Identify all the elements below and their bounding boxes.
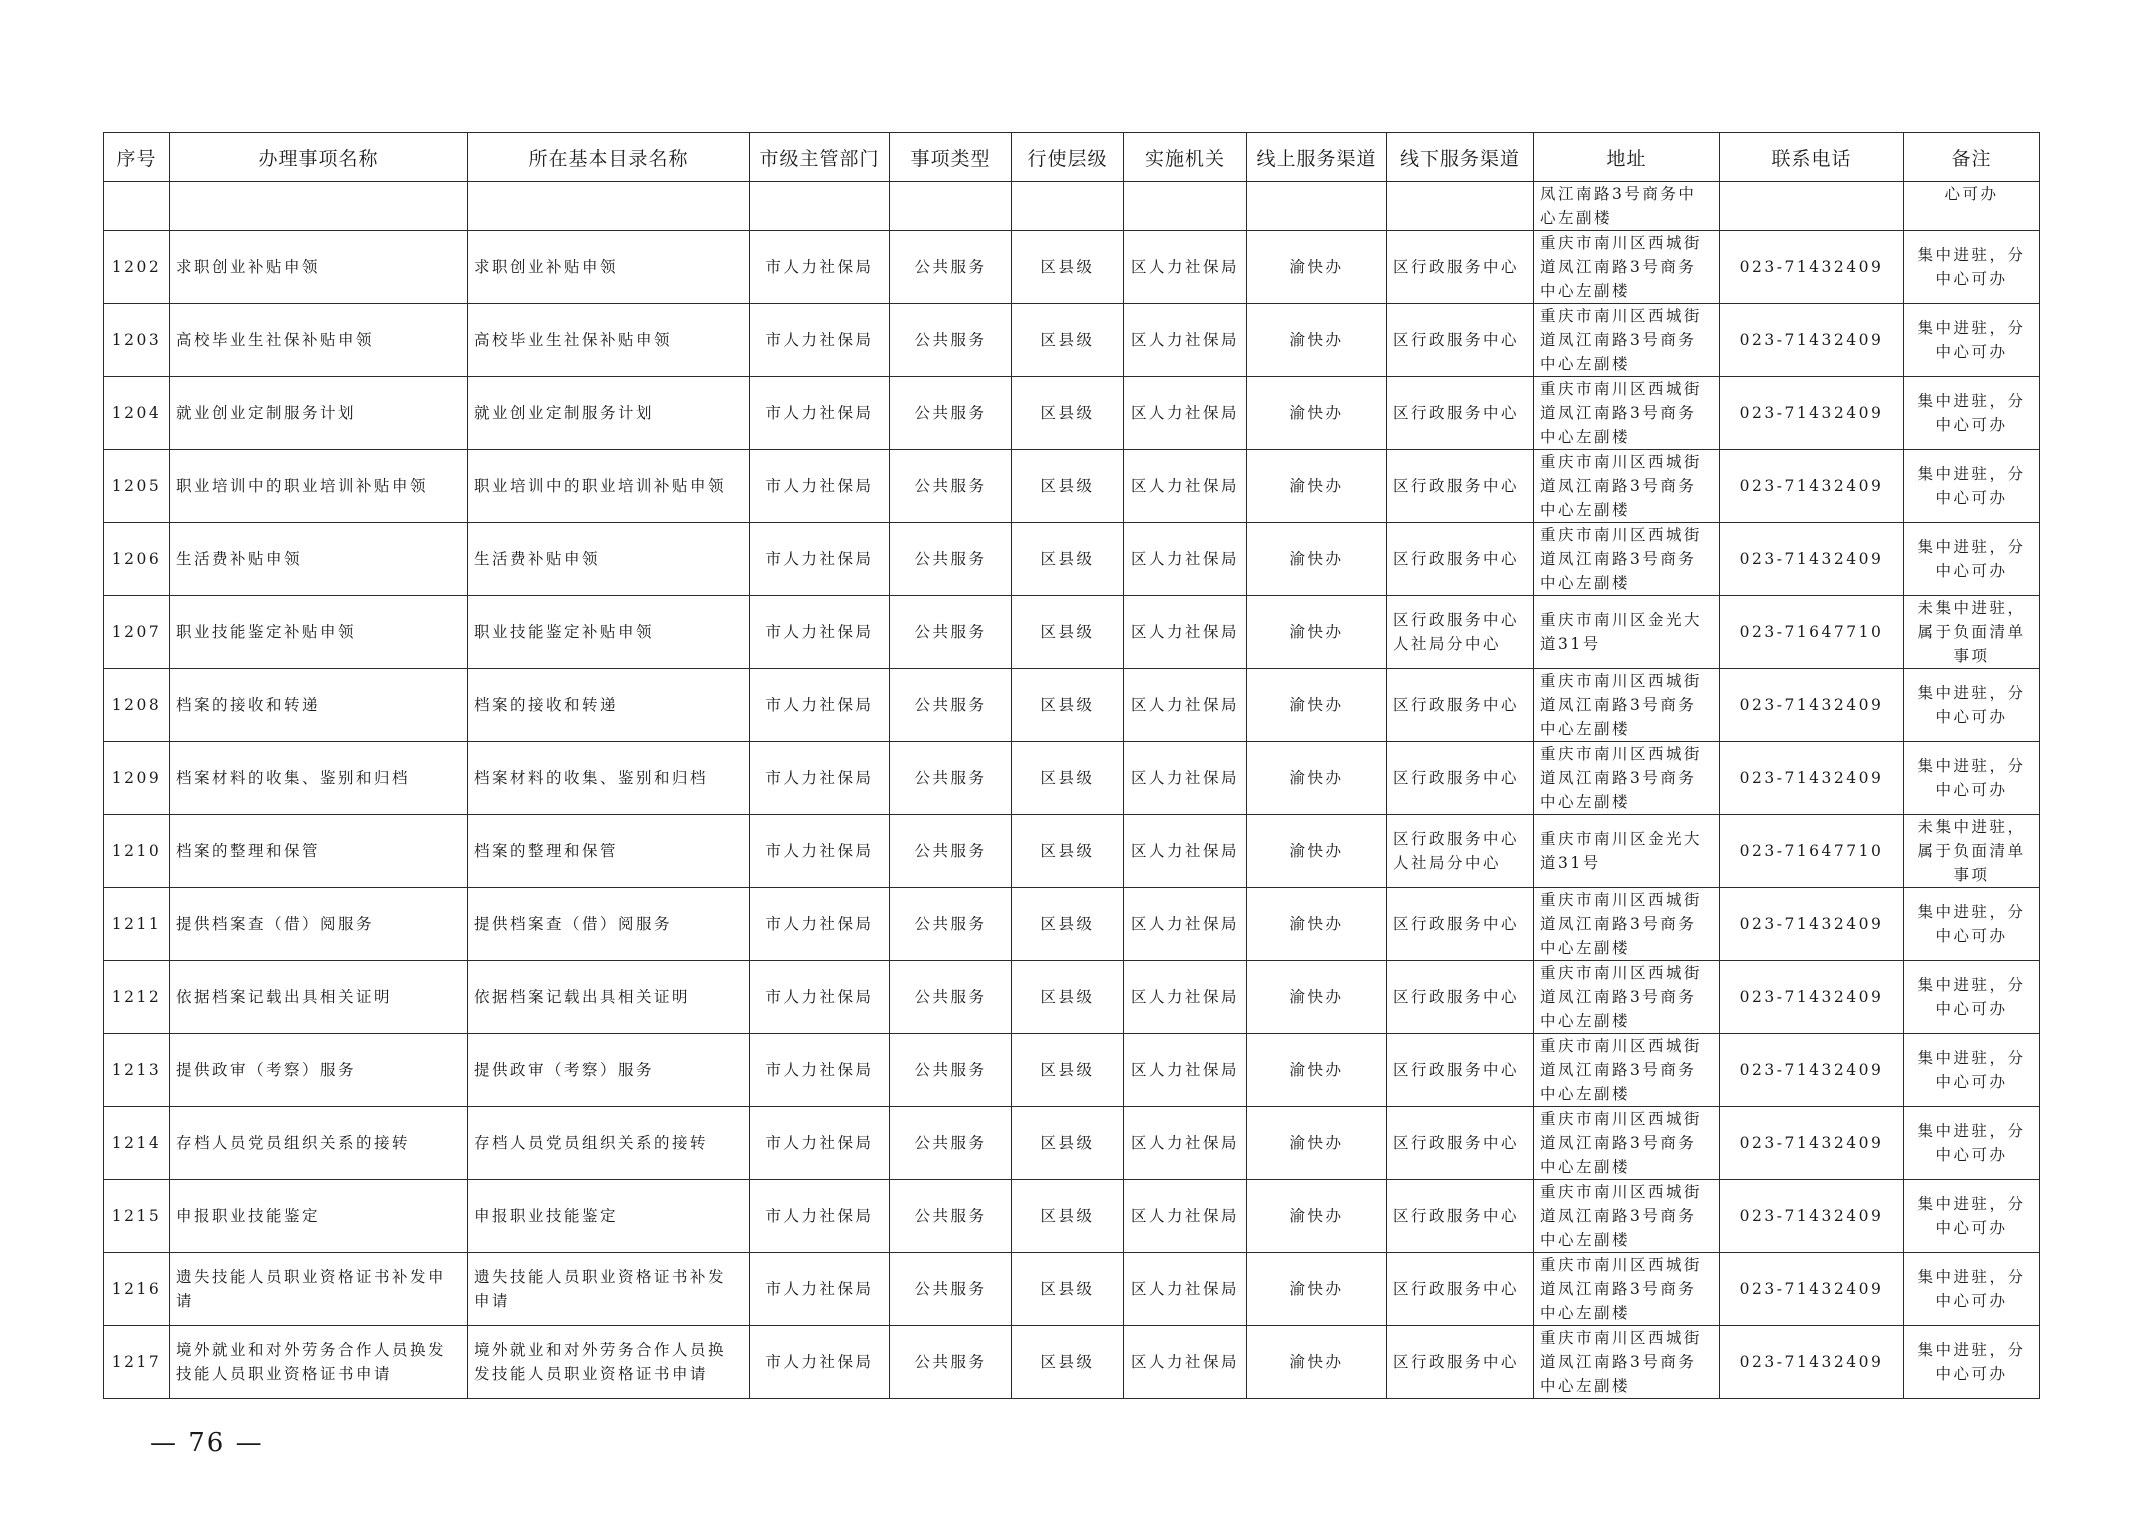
cell-catalog-name: 依据档案记载出具相关证明 (468, 961, 750, 1034)
cell-level: 区县级 (1012, 1107, 1124, 1180)
cell-agency: 区人力社保局 (1124, 961, 1247, 1034)
cell-phone (1720, 182, 1904, 231)
cell-department: 市人力社保局 (750, 815, 890, 888)
cell-department: 市人力社保局 (750, 377, 890, 450)
cell-offline-channel: 区行政服务中心 (1387, 304, 1534, 377)
cell-serial: 1203 (104, 304, 170, 377)
cell-phone: 023-71432409 (1720, 742, 1904, 815)
cell-item-type: 公共服务 (890, 450, 1012, 523)
cell-online-channel: 渝快办 (1247, 523, 1387, 596)
cell-catalog-name: 提供政审（考察）服务 (468, 1034, 750, 1107)
cell-agency: 区人力社保局 (1124, 815, 1247, 888)
service-items-table (103, 132, 2040, 1399)
cell-item-type: 公共服务 (890, 231, 1012, 304)
cell-note: 集中进驻，分中心可办 (1904, 450, 2040, 523)
cell-item-name: 求职创业补贴申领 (170, 231, 468, 304)
cell-serial: 1213 (104, 1034, 170, 1107)
cell-item-type: 公共服务 (890, 1034, 1012, 1107)
header-agency: 实施机关 (1124, 133, 1247, 182)
cell-department: 市人力社保局 (750, 523, 890, 596)
cell-offline-channel: 区行政服务中心 (1387, 669, 1534, 742)
cell-item-type: 公共服务 (890, 669, 1012, 742)
header-level: 行使层级 (1012, 133, 1124, 182)
cell-agency: 区人力社保局 (1124, 1326, 1247, 1399)
cell-catalog-name (468, 182, 750, 231)
cell-offline-channel: 区行政服务中心 (1387, 961, 1534, 1034)
cell-serial: 1206 (104, 523, 170, 596)
cell-item-name: 境外就业和对外劳务合作人员换发技能人员职业资格证书申请 (170, 1326, 468, 1399)
cell-catalog-name: 就业创业定制服务计划 (468, 377, 750, 450)
table-row (104, 669, 2040, 742)
cell-address: 重庆市南川区西城街道凤江南路3号商务中心左副楼 (1534, 961, 1720, 1034)
cell-serial: 1204 (104, 377, 170, 450)
cell-department: 市人力社保局 (750, 888, 890, 961)
cell-note: 未集中进驻，属于负面清单事项 (1904, 596, 2040, 669)
cell-online-channel: 渝快办 (1247, 888, 1387, 961)
cell-serial: 1215 (104, 1180, 170, 1253)
cell-catalog-name: 职业技能鉴定补贴申领 (468, 596, 750, 669)
cell-online-channel: 渝快办 (1247, 669, 1387, 742)
cell-level: 区县级 (1012, 596, 1124, 669)
cell-address: 重庆市南川区西城街道凤江南路3号商务中心左副楼 (1534, 1034, 1720, 1107)
cell-item-name: 档案的整理和保管 (170, 815, 468, 888)
cell-note: 集中进驻，分中心可办 (1904, 1107, 2040, 1180)
table-row (104, 815, 2040, 888)
cell-address: 重庆市南川区西城街道凤江南路3号商务中心左副楼 (1534, 1326, 1720, 1399)
cell-department: 市人力社保局 (750, 304, 890, 377)
cell-department: 市人力社保局 (750, 1034, 890, 1107)
cell-item-name: 档案材料的收集、鉴别和归档 (170, 742, 468, 815)
cell-phone: 023-71432409 (1720, 304, 1904, 377)
cell-offline-channel: 区行政服务中心 (1387, 1107, 1534, 1180)
header-phone: 联系电话 (1720, 133, 1904, 182)
cell-agency: 区人力社保局 (1124, 1253, 1247, 1326)
cell-online-channel: 渝快办 (1247, 1253, 1387, 1326)
cell-phone: 023-71432409 (1720, 888, 1904, 961)
cell-item-name: 提供政审（考察）服务 (170, 1034, 468, 1107)
cell-note: 集中进驻，分中心可办 (1904, 888, 2040, 961)
table-row (104, 1326, 2040, 1399)
cell-address: 重庆市南川区西城街道凤江南路3号商务中心左副楼 (1534, 523, 1720, 596)
cell-level: 区县级 (1012, 669, 1124, 742)
cell-item-type: 公共服务 (890, 304, 1012, 377)
cell-item-name: 生活费补贴申领 (170, 523, 468, 596)
cell-phone: 023-71432409 (1720, 231, 1904, 304)
cell-serial: 1208 (104, 669, 170, 742)
cell-item-type: 公共服务 (890, 888, 1012, 961)
cell-agency: 区人力社保局 (1124, 888, 1247, 961)
table-row (104, 888, 2040, 961)
cell-agency: 区人力社保局 (1124, 304, 1247, 377)
header-online-channel: 线上服务渠道 (1247, 133, 1387, 182)
cell-offline-channel: 区行政服务中心 (1387, 231, 1534, 304)
cell-phone: 023-71432409 (1720, 450, 1904, 523)
cell-phone: 023-71432409 (1720, 669, 1904, 742)
table-row (104, 1180, 2040, 1253)
cell-address: 重庆市南川区西城街道凤江南路3号商务中心左副楼 (1534, 669, 1720, 742)
table-row (104, 231, 2040, 304)
page-number: — 76 — (150, 1428, 264, 1458)
cell-department: 市人力社保局 (750, 961, 890, 1034)
cell-online-channel: 渝快办 (1247, 961, 1387, 1034)
cell-item-type: 公共服务 (890, 377, 1012, 450)
cell-online-channel: 渝快办 (1247, 596, 1387, 669)
cell-agency: 区人力社保局 (1124, 450, 1247, 523)
cell-online-channel: 渝快办 (1247, 815, 1387, 888)
cell-department: 市人力社保局 (750, 231, 890, 304)
cell-address: 重庆市南川区西城街道凤江南路3号商务中心左副楼 (1534, 888, 1720, 961)
cell-agency: 区人力社保局 (1124, 596, 1247, 669)
cell-online-channel (1247, 182, 1387, 231)
cell-catalog-name: 档案的接收和转递 (468, 669, 750, 742)
cell-note: 集中进驻，分中心可办 (1904, 1253, 2040, 1326)
cell-serial: 1209 (104, 742, 170, 815)
cell-offline-channel: 区行政服务中心 (1387, 1326, 1534, 1399)
cell-offline-channel: 区行政服务中心 (1387, 1253, 1534, 1326)
cell-address: 重庆市南川区西城街道凤江南路3号商务中心左副楼 (1534, 450, 1720, 523)
cell-item-type (890, 182, 1012, 231)
cell-serial: 1212 (104, 961, 170, 1034)
cell-agency: 区人力社保局 (1124, 1107, 1247, 1180)
table-row (104, 377, 2040, 450)
cell-address: 重庆市南川区金光大道31号 (1534, 596, 1720, 669)
cell-catalog-name: 申报职业技能鉴定 (468, 1180, 750, 1253)
table-row (104, 742, 2040, 815)
header-serial: 序号 (104, 133, 170, 182)
cell-department: 市人力社保局 (750, 1326, 890, 1399)
cell-item-name: 职业培训中的职业培训补贴申领 (170, 450, 468, 523)
table-row (104, 1253, 2040, 1326)
cell-department: 市人力社保局 (750, 669, 890, 742)
cell-department: 市人力社保局 (750, 1253, 890, 1326)
cell-agency (1124, 182, 1247, 231)
table-row (104, 1107, 2040, 1180)
cell-note: 集中进驻，分中心可办 (1904, 304, 2040, 377)
cell-agency: 区人力社保局 (1124, 231, 1247, 304)
cell-serial (104, 182, 170, 231)
cell-serial: 1217 (104, 1326, 170, 1399)
cell-department: 市人力社保局 (750, 450, 890, 523)
cell-catalog-name: 遗失技能人员职业资格证书补发申请 (468, 1253, 750, 1326)
cell-offline-channel: 区行政服务中心 (1387, 523, 1534, 596)
cell-offline-channel: 区行政服务中心 (1387, 742, 1534, 815)
cell-address: 重庆市南川区西城街道凤江南路3号商务中心左副楼 (1534, 1180, 1720, 1253)
cell-catalog-name: 境外就业和对外劳务合作人员换发技能人员职业资格证书申请 (468, 1326, 750, 1399)
cell-note: 心可办 (1904, 182, 2040, 231)
cell-item-name (170, 182, 468, 231)
cell-offline-channel: 区行政服务中心人社局分中心 (1387, 815, 1534, 888)
cell-department: 市人力社保局 (750, 1180, 890, 1253)
cell-online-channel: 渝快办 (1247, 742, 1387, 815)
cell-serial: 1216 (104, 1253, 170, 1326)
cell-offline-channel: 区行政服务中心 (1387, 1180, 1534, 1253)
cell-note: 集中进驻，分中心可办 (1904, 961, 2040, 1034)
cell-offline-channel: 区行政服务中心 (1387, 888, 1534, 961)
cell-catalog-name: 档案的整理和保管 (468, 815, 750, 888)
header-department: 市级主管部门 (750, 133, 890, 182)
cell-agency: 区人力社保局 (1124, 669, 1247, 742)
cell-address: 重庆市南川区西城街道凤江南路3号商务中心左副楼 (1534, 377, 1720, 450)
cell-catalog-name: 存档人员党员组织关系的接转 (468, 1107, 750, 1180)
cell-phone: 023-71432409 (1720, 1326, 1904, 1399)
cell-level: 区县级 (1012, 231, 1124, 304)
cell-note: 集中进驻，分中心可办 (1904, 742, 2040, 815)
cell-address: 重庆市南川区西城街道凤江南路3号商务中心左副楼 (1534, 304, 1720, 377)
cell-item-name: 依据档案记载出具相关证明 (170, 961, 468, 1034)
cell-address: 重庆市南川区西城街道凤江南路3号商务中心左副楼 (1534, 1107, 1720, 1180)
cell-address: 重庆市南川区西城街道凤江南路3号商务中心左副楼 (1534, 742, 1720, 815)
cell-agency: 区人力社保局 (1124, 1180, 1247, 1253)
cell-department: 市人力社保局 (750, 596, 890, 669)
cell-item-name: 高校毕业生社保补贴申领 (170, 304, 468, 377)
cell-note: 集中进驻，分中心可办 (1904, 1180, 2040, 1253)
header-item-type: 事项类型 (890, 133, 1012, 182)
cell-address: 重庆市南川区金光大道31号 (1534, 815, 1720, 888)
cell-online-channel: 渝快办 (1247, 1034, 1387, 1107)
header-address: 地址 (1534, 133, 1720, 182)
cell-department: 市人力社保局 (750, 1107, 890, 1180)
cell-offline-channel: 区行政服务中心人社局分中心 (1387, 596, 1534, 669)
cell-item-type: 公共服务 (890, 815, 1012, 888)
cell-note: 集中进驻，分中心可办 (1904, 1034, 2040, 1107)
cell-level: 区县级 (1012, 888, 1124, 961)
cell-item-name: 遗失技能人员职业资格证书补发申请 (170, 1253, 468, 1326)
cell-address: 凤江南路3号商务中心左副楼 (1534, 182, 1720, 231)
cell-online-channel: 渝快办 (1247, 1180, 1387, 1253)
cell-phone: 023-71432409 (1720, 377, 1904, 450)
cell-level: 区县级 (1012, 1253, 1124, 1326)
cell-catalog-name: 提供档案查（借）阅服务 (468, 888, 750, 961)
table-header-row (104, 133, 2040, 182)
cell-agency: 区人力社保局 (1124, 1034, 1247, 1107)
cell-serial: 1210 (104, 815, 170, 888)
cell-catalog-name: 职业培训中的职业培训补贴申领 (468, 450, 750, 523)
cell-item-type: 公共服务 (890, 961, 1012, 1034)
cell-serial: 1211 (104, 888, 170, 961)
cell-offline-channel: 区行政服务中心 (1387, 377, 1534, 450)
cell-note: 集中进驻，分中心可办 (1904, 1326, 2040, 1399)
cell-note: 集中进驻，分中心可办 (1904, 669, 2040, 742)
cell-department: 市人力社保局 (750, 742, 890, 815)
cell-online-channel: 渝快办 (1247, 304, 1387, 377)
cell-item-name: 存档人员党员组织关系的接转 (170, 1107, 468, 1180)
table-body (104, 182, 2040, 1399)
table-row (104, 304, 2040, 377)
cell-address: 重庆市南川区西城街道凤江南路3号商务中心左副楼 (1534, 1253, 1720, 1326)
cell-level (1012, 182, 1124, 231)
cell-catalog-name: 生活费补贴申领 (468, 523, 750, 596)
cell-department (750, 182, 890, 231)
cell-phone: 023-71432409 (1720, 961, 1904, 1034)
cell-phone: 023-71432409 (1720, 1180, 1904, 1253)
cell-catalog-name: 档案材料的收集、鉴别和归档 (468, 742, 750, 815)
cell-address: 重庆市南川区西城街道凤江南路3号商务中心左副楼 (1534, 231, 1720, 304)
cell-level: 区县级 (1012, 377, 1124, 450)
table-row (104, 961, 2040, 1034)
cell-offline-channel (1387, 182, 1534, 231)
cell-agency: 区人力社保局 (1124, 742, 1247, 815)
header-item-name: 办理事项名称 (170, 133, 468, 182)
cell-agency: 区人力社保局 (1124, 377, 1247, 450)
header-note: 备注 (1904, 133, 2040, 182)
cell-level: 区县级 (1012, 1034, 1124, 1107)
cell-offline-channel: 区行政服务中心 (1387, 1034, 1534, 1107)
cell-level: 区县级 (1012, 961, 1124, 1034)
cell-item-name: 职业技能鉴定补贴申领 (170, 596, 468, 669)
cell-item-type: 公共服务 (890, 742, 1012, 815)
cell-item-type: 公共服务 (890, 1180, 1012, 1253)
cell-phone: 023-71647710 (1720, 596, 1904, 669)
cell-level: 区县级 (1012, 450, 1124, 523)
cell-phone: 023-71432409 (1720, 1107, 1904, 1180)
cell-item-type: 公共服务 (890, 523, 1012, 596)
cell-note: 集中进驻，分中心可办 (1904, 523, 2040, 596)
cell-catalog-name: 求职创业补贴申领 (468, 231, 750, 304)
cell-level: 区县级 (1012, 523, 1124, 596)
cell-online-channel: 渝快办 (1247, 1326, 1387, 1399)
cell-online-channel: 渝快办 (1247, 377, 1387, 450)
cell-item-name: 申报职业技能鉴定 (170, 1180, 468, 1253)
cell-note: 未集中进驻，属于负面清单事项 (1904, 815, 2040, 888)
cell-serial: 1202 (104, 231, 170, 304)
header-catalog-name: 所在基本目录名称 (468, 133, 750, 182)
cell-note: 集中进驻，分中心可办 (1904, 377, 2040, 450)
cell-online-channel: 渝快办 (1247, 231, 1387, 304)
cell-phone: 023-71647710 (1720, 815, 1904, 888)
cell-level: 区县级 (1012, 742, 1124, 815)
table-row (104, 523, 2040, 596)
cell-level: 区县级 (1012, 304, 1124, 377)
cell-item-name: 档案的接收和转递 (170, 669, 468, 742)
cell-note: 集中进驻，分中心可办 (1904, 231, 2040, 304)
cell-agency: 区人力社保局 (1124, 523, 1247, 596)
table-row (104, 1034, 2040, 1107)
cell-serial: 1214 (104, 1107, 170, 1180)
cell-catalog-name: 高校毕业生社保补贴申领 (468, 304, 750, 377)
cell-level: 区县级 (1012, 1326, 1124, 1399)
cell-serial: 1205 (104, 450, 170, 523)
table-row (104, 450, 2040, 523)
cell-online-channel: 渝快办 (1247, 450, 1387, 523)
header-offline-channel: 线下服务渠道 (1387, 133, 1534, 182)
cell-online-channel: 渝快办 (1247, 1107, 1387, 1180)
cell-level: 区县级 (1012, 815, 1124, 888)
cell-item-type: 公共服务 (890, 1326, 1012, 1399)
cell-phone: 023-71432409 (1720, 523, 1904, 596)
cell-item-name: 提供档案查（借）阅服务 (170, 888, 468, 961)
cell-offline-channel: 区行政服务中心 (1387, 450, 1534, 523)
cell-phone: 023-71432409 (1720, 1034, 1904, 1107)
table-row (104, 596, 2040, 669)
continuation-row (104, 182, 2040, 231)
cell-phone: 023-71432409 (1720, 1253, 1904, 1326)
cell-level: 区县级 (1012, 1180, 1124, 1253)
cell-serial: 1207 (104, 596, 170, 669)
cell-item-type: 公共服务 (890, 1107, 1012, 1180)
cell-item-type: 公共服务 (890, 1253, 1012, 1326)
cell-item-type: 公共服务 (890, 596, 1012, 669)
cell-item-name: 就业创业定制服务计划 (170, 377, 468, 450)
